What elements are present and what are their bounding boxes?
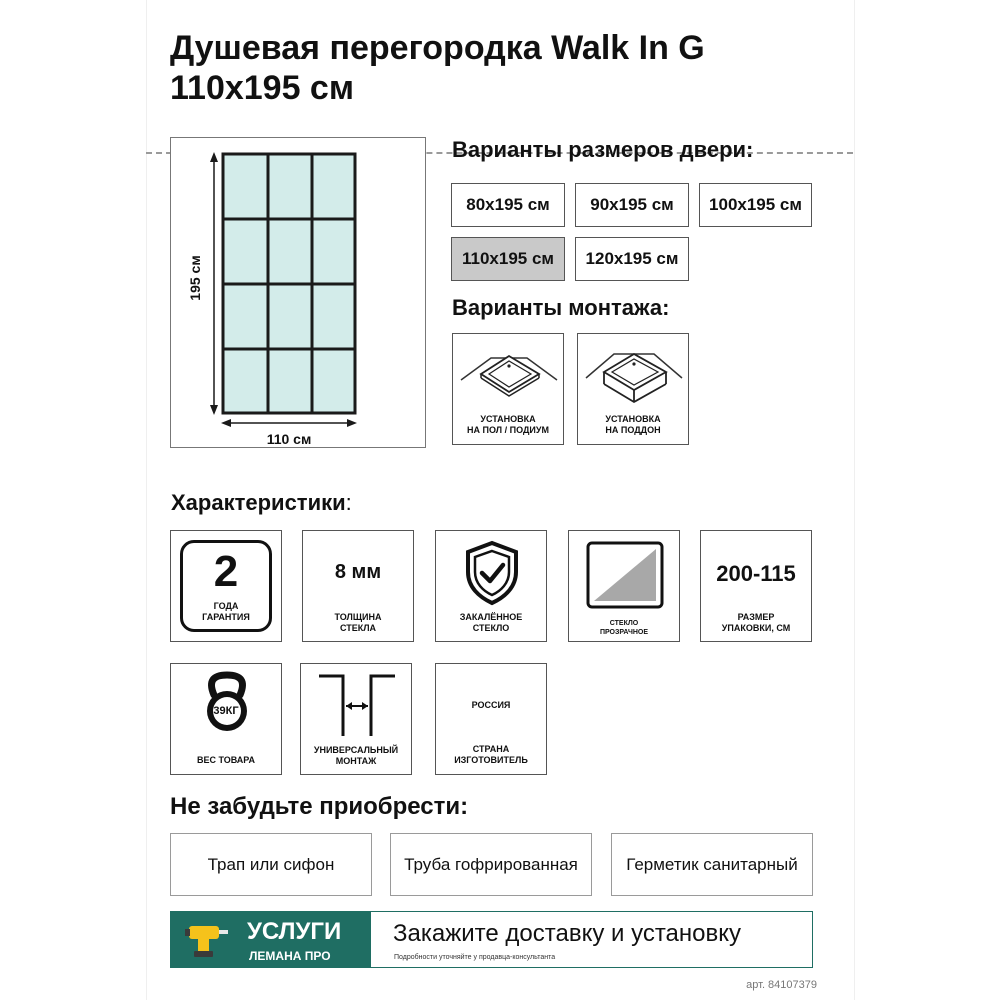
floor-mount-icon [459,344,559,404]
characteristics-heading-text: Характеристики [171,490,346,515]
services-subtitle: ЛЕМАНА ПРО [249,949,331,963]
buy-item-label: Герметик санитарный [626,854,798,874]
mount-option-tray[interactable] [577,333,689,445]
warranty-label: ГОДА ГАРАНТИЯ [202,601,250,622]
characteristics-heading-colon: : [345,490,352,515]
country-label: СТРАНА ИЗГОТОВИТЕЛЬ [454,744,528,765]
services-cta: Закажите доставку и установку [393,920,742,947]
buy-also-heading: Не забудьте приобрести: [170,793,469,820]
warranty-value: 2 [213,547,239,596]
mount-option-floor[interactable] [452,333,564,445]
thickness-value: 8 мм [334,561,382,583]
size-option-label: 120x195 см [585,249,679,268]
partition-diagram [170,137,426,448]
size-option-90x195[interactable] [575,183,689,227]
partition-drawing [171,138,425,447]
size-option-100x195[interactable] [699,183,812,227]
mount-option-label: УСТАНОВКА НА ПОЛ / ПОДИУМ [467,414,549,435]
char-package-size [700,530,812,642]
title-line-1: Душевая перегородка Walk In G [170,29,705,67]
clear-glass-icon [586,541,664,609]
char-glass-thickness [302,530,414,642]
thickness-label: ТОЛЩИНА СТЕКЛА [334,612,382,633]
country-value: РОССИЯ [471,700,511,710]
size-option-label: 110x195 см [462,249,554,268]
weight-value: 39КГ [213,705,239,717]
buy-item-corrugated-pipe[interactable] [390,833,592,896]
width-dimension-label: 110 см [266,431,312,447]
buy-item-label: Трап или сифон [207,854,335,874]
kettlebell-icon [201,671,253,733]
services-banner-brand [171,912,371,967]
tray-mount-icon [584,344,684,404]
characteristics-heading [171,490,352,516]
article-number: арт. 84107379 [746,979,817,991]
size-option-label: 100x195 см [709,195,802,214]
universal-mount-icon [315,672,399,740]
drill-icon [183,920,231,960]
weight-label: ВЕС ТОВАРА [196,755,256,765]
buy-item-label: Труба гофрированная [404,854,578,874]
mount-option-label: УСТАНОВКА НА ПОДДОН [605,414,661,435]
char-universal-mount [300,663,412,775]
char-weight [170,663,282,775]
door-sizes-heading: Варианты размеров двери: [452,137,754,162]
page-title [170,28,705,108]
services-banner[interactable] [170,911,813,968]
services-title: УСЛУГИ [247,918,342,945]
shield-check-icon [463,540,521,606]
buy-item-drain[interactable] [170,833,372,896]
char-clear-glass [568,530,680,642]
size-option-label: 90x195 см [590,195,674,214]
universal-label: УНИВЕРСАЛЬНЫЙ МОНТАЖ [313,745,399,766]
buy-item-sealant[interactable] [611,833,813,896]
char-tempered-glass [435,530,547,642]
mounting-heading: Варианты монтажа: [452,295,670,320]
char-country [435,663,547,775]
size-option-110x195-selected[interactable] [451,237,565,281]
size-option-label: 80x195 см [466,195,550,214]
height-dimension-label: 195 см [187,255,203,301]
size-option-80x195[interactable] [451,183,565,227]
title-line-2: 110x195 см [170,69,354,107]
char-warranty [170,530,282,642]
size-option-120x195[interactable] [575,237,689,281]
tempered-label: ЗАКАЛЁННОЕ СТЕКЛО [459,612,523,633]
clear-glass-label: СТЕКЛО ПРОЗРАЧНОЕ [599,620,649,636]
package-value: 200-115 [716,561,796,586]
services-note: Подробности уточняйте у продавца-консультанта [394,954,556,961]
package-label: РАЗМЕР УПАКОВКИ, СМ [721,612,791,633]
